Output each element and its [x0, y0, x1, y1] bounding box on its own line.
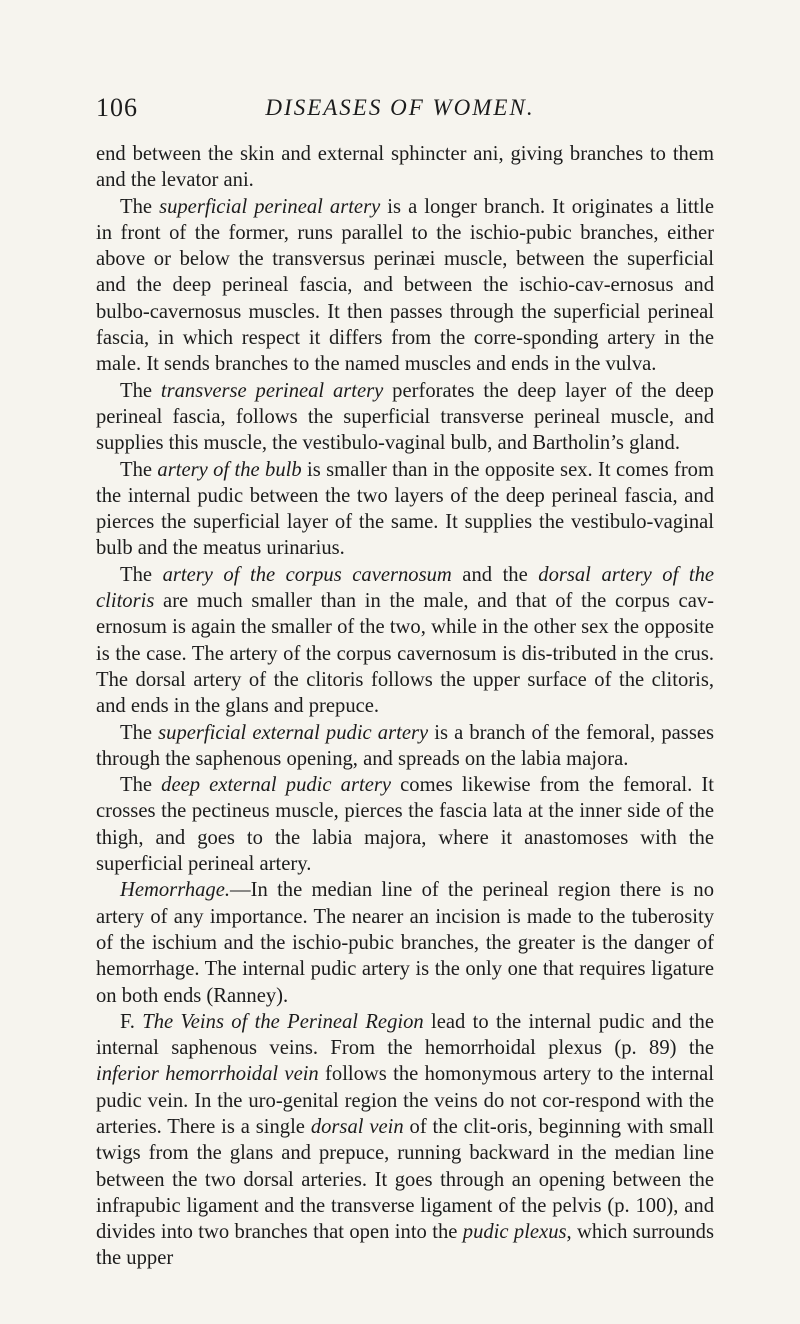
text-run: The: [120, 774, 162, 797]
paragraph: [96, 877, 714, 1008]
page-number: 106: [96, 93, 138, 122]
paragraph: [96, 378, 714, 457]
text-run: The: [120, 563, 163, 586]
body-text: [96, 141, 714, 1272]
text-run: comes likewise from the femoral. It crosses the pectineus muscle, pierces the fascia lata at the inner side of the thigh, and goes to the labia majora, where it anastomoses with the superficial perineal artery.: [96, 774, 714, 876]
italic-term: superficial perineal artery: [159, 195, 381, 218]
italic-term: dorsal vein: [310, 1115, 404, 1138]
italic-term: The Veins of the Perineal Region: [142, 1010, 424, 1033]
paragraph: [96, 457, 714, 562]
italic-term: Hemorrhage.: [120, 879, 231, 902]
italic-term: artery of the bulb: [157, 458, 302, 481]
paragraph: [96, 1009, 714, 1272]
text-run: F.: [120, 1010, 143, 1033]
italic-term: transverse perineal artery: [160, 379, 384, 402]
text-run: is smaller than in the opposite sex. It comes from the internal pudic between the two layers of the deep perineal fascia, and pierces the superficial layer of the same. It supplies the vestibulo-vaginal bulb and the meatus urinarius.: [96, 458, 714, 560]
text-run: is a branch of the femoral, passes through the saphenous opening, and spreads on the labia majora.: [96, 721, 714, 770]
text-run: are much smaller than in the male, and that of the corpus cav-ernosum is again the smaller of the two, while in the other sex the opposite is the case. The artery of the corpus cavernosum is dis-tributed in the crus. The dorsal artery of the clitoris follows the upper surface of the clitoris, and ends in the glans and prepuce.: [96, 590, 714, 718]
italic-term: artery of the corpus cavernosum: [162, 563, 452, 586]
text-run: The: [120, 195, 160, 218]
text-run: The: [120, 458, 158, 481]
text-run: , which surrounds the upper: [96, 1221, 714, 1270]
text-run: and the: [451, 563, 539, 586]
italic-term: pudic plexus: [462, 1221, 567, 1244]
text-run: The: [120, 721, 159, 744]
paragraph: [96, 772, 714, 877]
italic-term: dorsal artery of the clitoris: [96, 563, 715, 613]
running-title: DISEASES OF WOMEN.: [265, 95, 535, 120]
paragraph: [96, 562, 714, 720]
text-run: The: [120, 379, 161, 402]
text-run: follows the homonymous artery to the internal pudic vein. In the uro-genital region the veins do not cor-respond with the arteries. There is a single: [96, 1063, 715, 1138]
text-run: —In the median line of the perineal region there is no artery of any importance. The nearer an incision is made to the tuberosity of the ischium and the ischio-pubic branches, the greater is the danger of hemorrhage. The internal pudic artery is the only one that requires ligature on both ends (Ranney).: [96, 879, 714, 1007]
text-run: end between the skin and external sphincter ani, giving branches to them and the levator ani.: [96, 143, 714, 192]
paragraph: [96, 141, 714, 194]
paragraph: [96, 720, 714, 773]
italic-term: superficial external pudic artery: [158, 721, 429, 744]
italic-term: inferior hemorrhoidal vein: [96, 1063, 319, 1086]
text-run: of the clit-oris, beginning with small twigs from the glans and prepuce, running backward in the median line between the two dorsal arteries. It goes through an opening between the infrapubic ligament and the transverse ligament of the pelvis (p. 100), and divides into two branches that open into the: [96, 1115, 715, 1244]
paragraph: [96, 194, 714, 378]
text-run: lead to the internal pudic and the internal saphenous veins. From the hemorrhoidal plexus (p. 89) the: [96, 1010, 714, 1060]
text-run: is a longer branch. It originates a little in front of the former, runs parallel to the ischio-pubic branches, either above or below the transversus perinæi muscle, between the superficial and the deep perineal fascia, and between the ischio-cav-ernosus and bulbo-cavernosus muscles. It then passes through the superficial perineal fascia, in which respect it differs from the corre-sponding artery in the male. It sends branches to the named muscles and ends in the vulva.: [96, 195, 715, 376]
text-run: perforates the deep layer of the deep perineal fascia, follows the superficial transverse perineal muscle, and supplies this muscle, the vestibulo-vaginal bulb, and Bartholin’s gland.: [96, 379, 714, 455]
italic-term: deep external pudic artery: [161, 774, 391, 797]
page-header: [96, 93, 704, 133]
